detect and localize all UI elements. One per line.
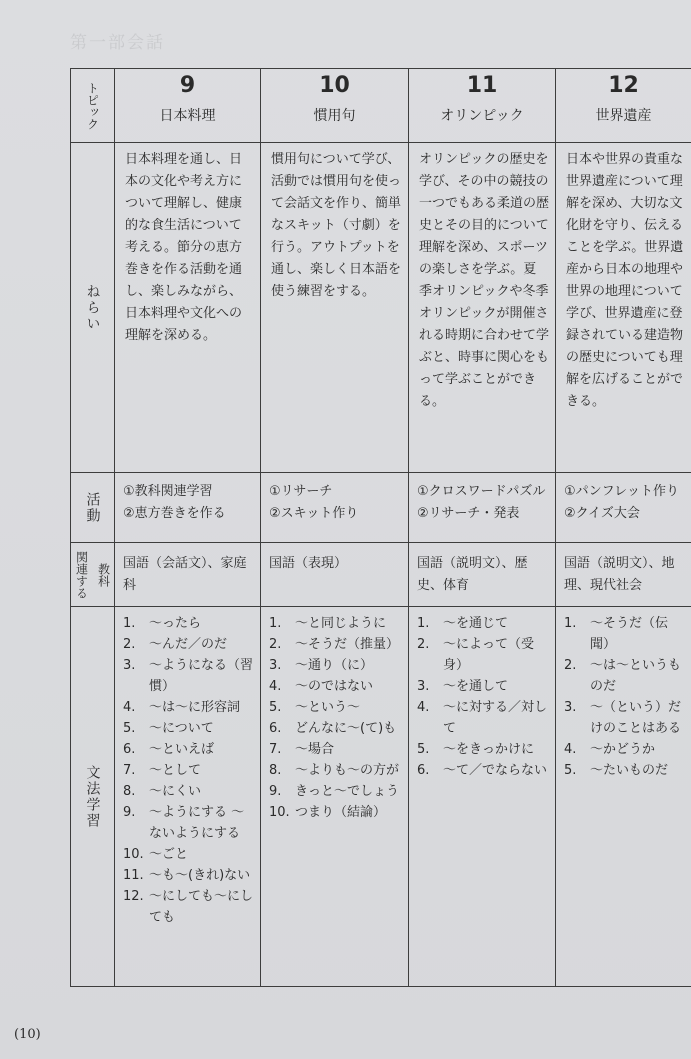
aim-text: 日本や世界の貴重な世界遺産について理解を深め、大切な文化財を守り、伝えることを学ぶ。世界遺産から日本の地理や世界の地理について学び、世界遺産に登録されている建造物の歴史についても理解を広げることができる。 xyxy=(566,152,684,409)
topic-cell-11 xyxy=(409,69,556,143)
activity-cell xyxy=(409,473,556,543)
grammar-item-number: 4. xyxy=(269,679,282,694)
related-cell xyxy=(409,543,556,607)
grammar-item xyxy=(123,760,256,781)
grammar-item xyxy=(123,802,256,844)
grammar-cell xyxy=(115,607,261,987)
grammar-item xyxy=(269,718,404,739)
grammar-label: 文法学習 xyxy=(84,764,101,829)
grammar-cell xyxy=(556,607,691,987)
related-subjects: 国語（会話文）、家庭科 xyxy=(123,556,247,593)
grammar-item-number: 6. xyxy=(123,742,136,757)
grammar-item-number: 1. xyxy=(269,616,282,631)
grammar-item-text: ～は～に形容詞 xyxy=(149,700,241,715)
activity-row xyxy=(71,473,691,543)
grammar-item xyxy=(417,760,551,781)
topic-number: 12 xyxy=(608,73,639,98)
grammar-item-text: ～（という）だけのことはある xyxy=(590,700,682,736)
grammar-item-text: ～という～ xyxy=(295,700,361,715)
grammar-item-number: 3. xyxy=(269,658,282,673)
grammar-item-number: 8. xyxy=(123,784,136,799)
curriculum-table xyxy=(70,68,691,987)
grammar-item-number: 4. xyxy=(417,700,430,715)
grammar-item-text: ～そうだ（伝聞） xyxy=(590,616,669,652)
aim-text: 慣用句について学び、活動では慣用句を使って会話文を作り、簡単なスキット（寸劇）を行う。アウトプットを通し、楽しく日本語を使う練習をする。 xyxy=(271,152,402,299)
grammar-item-number: 9. xyxy=(123,805,136,820)
grammar-item-text: ～ごと xyxy=(149,847,189,862)
related-subjects: 国語（説明文）、歴史、体育 xyxy=(417,556,528,593)
topic-number: 11 xyxy=(466,73,498,98)
grammar-item-text: ～にくい xyxy=(149,784,202,799)
topic-number: 9 xyxy=(179,73,196,98)
grammar-item xyxy=(417,676,551,697)
grammar-item-text: ～通り（に） xyxy=(295,658,374,673)
grammar-item-text: ～として xyxy=(149,763,202,778)
grammar-item xyxy=(123,781,256,802)
grammar-item-text: ～ようになる（習慣） xyxy=(149,658,254,694)
grammar-item-text: ～にしても～にしても xyxy=(149,889,254,925)
grammar-item xyxy=(417,739,551,760)
activity-item: ②スキット作り xyxy=(269,506,359,521)
topic-name: 慣用句 xyxy=(313,108,356,124)
grammar-item-number: 5. xyxy=(269,700,282,715)
grammar-item-number: 4. xyxy=(564,742,577,757)
activity-item: ②クイズ大会 xyxy=(564,506,640,521)
grammar-item-number: 6. xyxy=(269,721,282,736)
activity-item: ①クロスワードパズル xyxy=(417,484,546,499)
grammar-item-number: 1. xyxy=(564,616,577,631)
topic-cell-9 xyxy=(115,69,261,143)
grammar-item-text: ～かどうか xyxy=(590,742,656,757)
grammar-item-text: ～について xyxy=(149,721,214,736)
grammar-item-number: 11. xyxy=(123,868,144,883)
aim-label: ねらい xyxy=(84,283,101,332)
grammar-item-text: ～そうだ（推量） xyxy=(295,637,400,652)
grammar-item-number: 7. xyxy=(269,742,282,757)
related-cell xyxy=(261,543,409,607)
grammar-item-text: ～場合 xyxy=(295,742,335,757)
aim-text: 日本料理を通し、日本の文化や考え方について理解し、健康的な食生活について考える。節分の恵方巻きを作る活動を通し、楽しみながら、日本料理や文化への理解を深める。 xyxy=(125,152,243,343)
grammar-row xyxy=(71,607,691,987)
grammar-item-text: ～は～というものだ xyxy=(590,658,682,694)
grammar-item-number: 3. xyxy=(123,658,136,673)
grammar-item xyxy=(269,613,404,634)
grammar-item-text: ～たいものだ xyxy=(590,763,669,778)
grammar-item xyxy=(269,676,404,697)
grammar-item xyxy=(269,697,404,718)
topic-name: オリンピック xyxy=(440,108,524,124)
grammar-item-text: ～て／でならない xyxy=(443,763,548,778)
grammar-item-text: ～を通して xyxy=(443,679,509,694)
grammar-item-text: ～よりも～の方が xyxy=(295,763,400,778)
grammar-item-number: 7. xyxy=(123,763,136,778)
activity-label: 活動 xyxy=(84,491,101,524)
aim-cell xyxy=(261,143,409,473)
topic-label-cell xyxy=(71,69,115,143)
topic-number: 10 xyxy=(319,73,350,98)
grammar-item xyxy=(269,655,404,676)
topic-row xyxy=(71,69,691,143)
grammar-item-text: ～ったら xyxy=(149,616,202,631)
related-label-1: 関連する xyxy=(74,550,89,599)
related-row xyxy=(71,543,691,607)
topic-name: 日本料理 xyxy=(159,108,216,124)
grammar-cell xyxy=(409,607,556,987)
grammar-item-text: ～によって（受身） xyxy=(443,637,535,673)
grammar-item-number: 8. xyxy=(269,763,282,778)
grammar-label-cell xyxy=(71,607,115,987)
grammar-item xyxy=(123,844,256,865)
related-subjects: 国語（説明文）、地理、現代社会 xyxy=(564,556,675,593)
activity-cell xyxy=(556,473,691,543)
grammar-item xyxy=(417,697,551,739)
grammar-item-number: 5. xyxy=(417,742,430,757)
related-label-cell xyxy=(71,543,115,607)
grammar-item xyxy=(123,613,256,634)
activity-cell xyxy=(115,473,261,543)
grammar-list xyxy=(261,607,408,823)
grammar-item-number: 2. xyxy=(564,658,577,673)
related-cell xyxy=(115,543,261,607)
related-label-2: 教科 xyxy=(96,562,111,587)
aim-row xyxy=(71,143,691,473)
grammar-item-number: 1. xyxy=(417,616,430,631)
activity-label-cell xyxy=(71,473,115,543)
grammar-item-number: 2. xyxy=(123,637,136,652)
grammar-item-text: きっと～でしょう xyxy=(295,784,400,799)
grammar-item xyxy=(564,697,687,739)
aim-cell xyxy=(115,143,261,473)
topic-label: トピック xyxy=(85,81,100,130)
related-subjects: 国語（表現） xyxy=(269,556,348,571)
ghost-header: 第一部会話 xyxy=(70,33,165,53)
topic-name: 世界遺産 xyxy=(595,108,652,124)
related-cell xyxy=(556,543,691,607)
activity-item: ②リサーチ・発表 xyxy=(417,506,520,521)
grammar-item-number: 5. xyxy=(123,721,136,736)
grammar-list xyxy=(556,607,691,781)
grammar-item xyxy=(123,634,256,655)
grammar-item-number: 10. xyxy=(269,805,290,820)
grammar-item-text: ～も～(きれ)ない xyxy=(149,868,251,883)
grammar-item-number: 3. xyxy=(564,700,577,715)
grammar-item-number: 9. xyxy=(269,784,282,799)
grammar-item-text: ～といえば xyxy=(149,742,215,757)
grammar-list xyxy=(115,607,260,928)
grammar-item xyxy=(269,634,404,655)
grammar-item xyxy=(123,655,256,697)
aim-cell xyxy=(556,143,691,473)
grammar-item xyxy=(417,613,551,634)
grammar-item-text: つまり（結論） xyxy=(295,805,387,820)
grammar-item xyxy=(123,718,256,739)
grammar-item xyxy=(269,781,404,802)
activity-item: ①パンフレット作り xyxy=(564,484,680,499)
grammar-cell xyxy=(261,607,409,987)
grammar-item-text: ～ようにする ～ないようにする xyxy=(149,805,245,841)
grammar-item-text: ～と同じように xyxy=(295,616,387,631)
activity-item: ①リサーチ xyxy=(269,484,333,499)
grammar-item-text: どんなに～(て)も xyxy=(295,721,397,736)
grammar-item xyxy=(123,697,256,718)
grammar-item-text: ～をきっかけに xyxy=(443,742,535,757)
grammar-item xyxy=(269,802,404,823)
grammar-item xyxy=(564,655,687,697)
grammar-item xyxy=(564,613,687,655)
aim-cell xyxy=(409,143,556,473)
grammar-list xyxy=(409,607,555,781)
page-number: (10) xyxy=(14,1027,41,1042)
topic-cell-10 xyxy=(261,69,409,143)
grammar-item-number: 2. xyxy=(417,637,430,652)
grammar-item-number: 4. xyxy=(123,700,136,715)
grammar-item xyxy=(123,739,256,760)
aim-text: オリンピックの歴史を学び、その中の競技の一つでもある柔道の歴史とその目的について理解を深め、スポーツの楽しさを学ぶ。夏季オリンピックや冬季オリンピックが開催される時期に合わせて学ぶと、時事に関心をもって学ぶことができる。 xyxy=(419,152,550,409)
grammar-item-number: 6. xyxy=(417,763,430,778)
activity-item: ①教科関連学習 xyxy=(123,484,213,499)
grammar-item-number: 10. xyxy=(123,847,144,862)
grammar-item xyxy=(269,760,404,781)
grammar-item-text: ～に対する／対して xyxy=(443,700,548,736)
grammar-item-number: 12. xyxy=(123,889,144,904)
grammar-item xyxy=(269,739,404,760)
grammar-item-text: ～のではない xyxy=(295,679,374,694)
grammar-item xyxy=(417,634,551,676)
grammar-item-text: ～を通じて xyxy=(443,616,509,631)
grammar-item-number: 2. xyxy=(269,637,282,652)
grammar-item xyxy=(564,739,687,760)
grammar-item-number: 5. xyxy=(564,763,577,778)
grammar-item-number: 1. xyxy=(123,616,136,631)
grammar-item-number: 3. xyxy=(417,679,430,694)
grammar-item xyxy=(123,886,256,928)
topic-cell-12 xyxy=(556,69,691,143)
grammar-item xyxy=(123,865,256,886)
aim-label-cell xyxy=(71,143,115,473)
grammar-item-text: ～んだ／のだ xyxy=(149,637,228,652)
activity-cell xyxy=(261,473,409,543)
grammar-item xyxy=(564,760,687,781)
activity-item: ②恵方巻きを作る xyxy=(123,506,226,521)
